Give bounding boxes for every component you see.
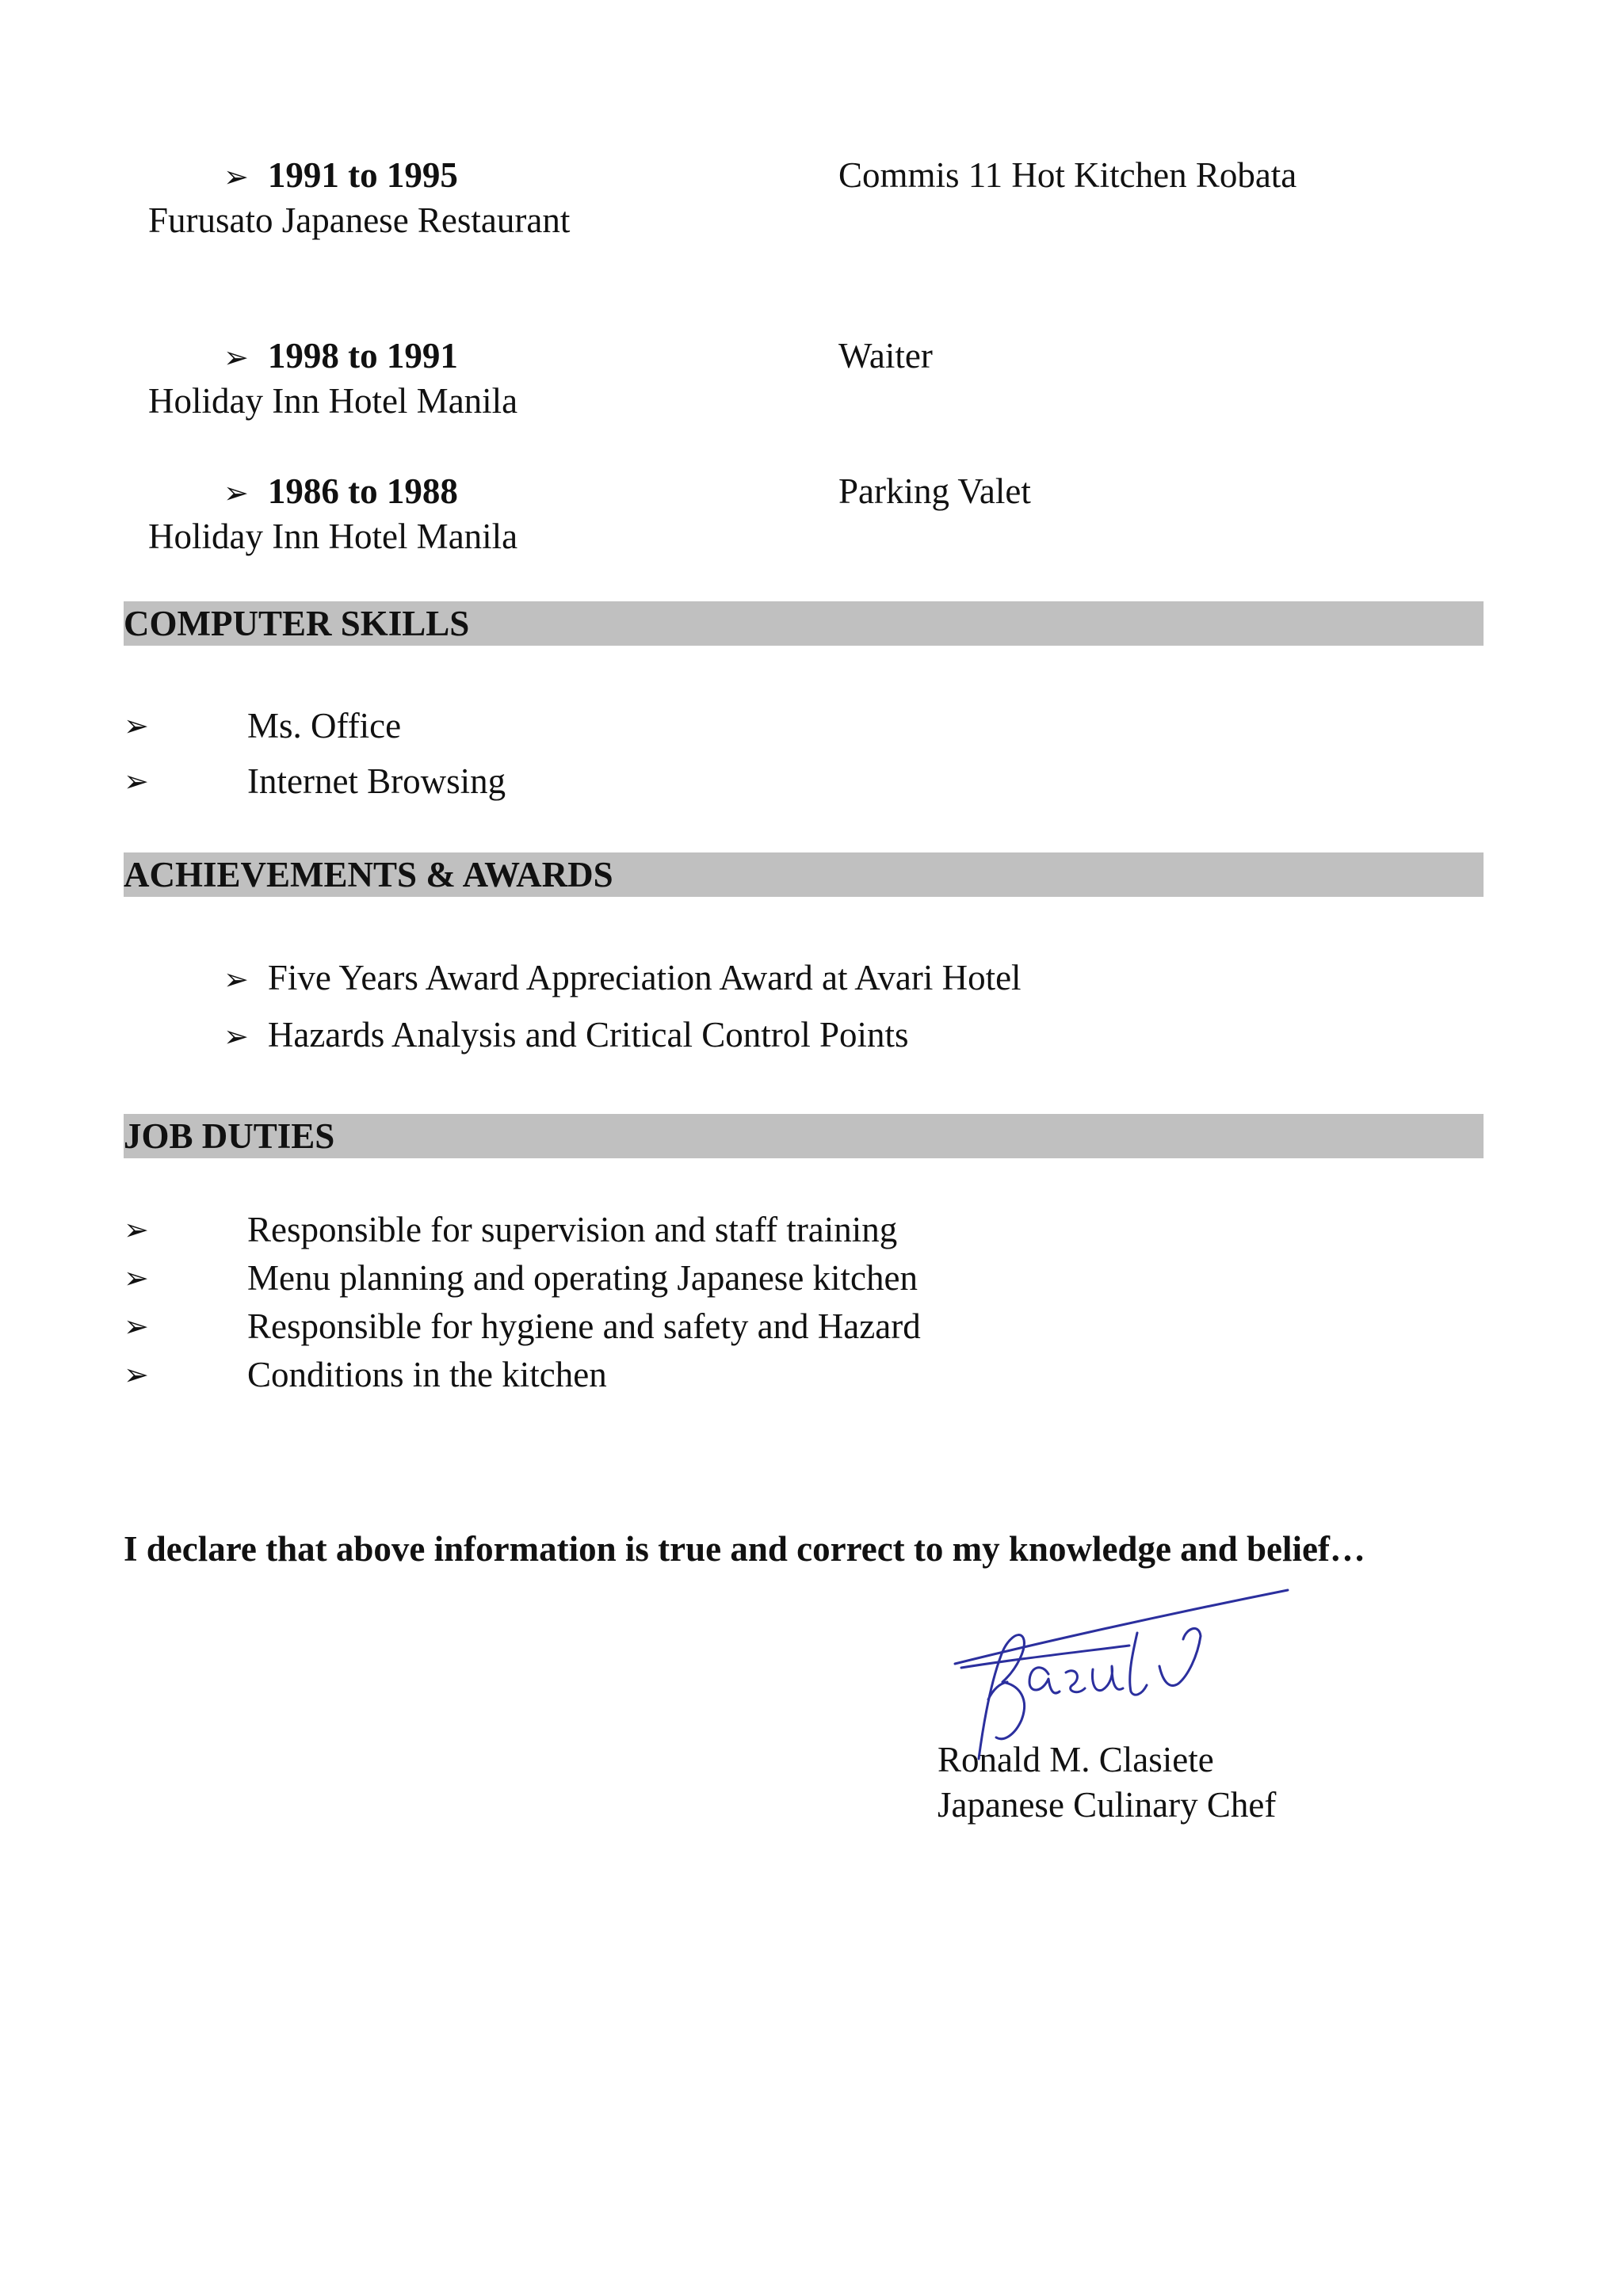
section-heading: ACHIEVEMENTS & AWARDS: [124, 855, 613, 894]
section-heading: JOB DUTIES: [124, 1116, 335, 1156]
declaration-statement: I declare that above information is true and correct to my knowledge and belief…: [124, 1529, 1365, 1569]
arrowhead-bullet-icon: ➢: [223, 159, 249, 194]
experience-3-role: Parking Valet: [838, 471, 1031, 511]
computer-skills-header: [124, 601, 1484, 646]
signatory-title: Japanese Culinary Chef: [938, 1785, 1277, 1825]
arrowhead-bullet-icon: ➢: [124, 1261, 149, 1295]
signatory-name: Ronald M. Clasiete: [938, 1740, 1214, 1779]
experience-1-role: Commis 11 Hot Kitchen Robata: [838, 155, 1297, 195]
list-item: ➢ Hazards Analysis and Critical Control Points: [223, 1006, 1022, 1063]
arrowhead-bullet-icon: ➢: [223, 962, 249, 997]
experience-3-years: ➢ 1986 to 1988: [223, 471, 458, 511]
experience-2-company: Holiday Inn Hotel Manila: [148, 381, 518, 421]
arrowhead-bullet-icon: ➢: [124, 1309, 149, 1344]
arrowhead-bullet-icon: ➢: [223, 475, 249, 510]
handwritten-signature: [947, 1581, 1296, 1763]
arrowhead-bullet-icon: ➢: [124, 708, 149, 743]
arrowhead-bullet-icon: ➢: [223, 1019, 249, 1054]
resume-page: ➢ 1991 to 1995 Commis 11 Hot Kitchen Robata Furusato Japanese Restaurant ➢ 1998 to 1991 Waiter Holiday Inn Hotel Manila ➢ 1986 to 1988 Parking Valet Holiday Inn Hotel Manila COMPUTER SKILLS ➢ Ms. Office ➢ Internet Browsing ACHIEVEMENTS & AWARDS ➢ Five Years Award Appreciation Award at Avari Hotel ➢ Hazards Analysis and Critical Control Points JOB DUTIES ➢ Responsible for supervision and staff training ➢ Menu planning and operating Japanese kitchen ➢ Responsible for hygiene and safety and Hazard ➢ Conditions in the kitchen I declare that above information is true and correct to my knowledge and belief… Ronald M. Clasiete Japanese Culinary Chef: [0, 0, 1623, 2296]
experience-1-company: Furusato Japanese Restaurant: [148, 200, 571, 240]
arrowhead-bullet-icon: ➢: [223, 340, 249, 375]
experience-1-years: ➢ 1991 to 1995: [223, 155, 458, 195]
achievements-list: [223, 949, 1022, 1063]
arrowhead-bullet-icon: ➢: [124, 1357, 149, 1392]
experience-2-years: ➢ 1998 to 1991: [223, 336, 458, 376]
experience-2-role: Waiter: [838, 336, 933, 376]
experience-3-company: Holiday Inn Hotel Manila: [148, 517, 518, 556]
list-item: ➢ Five Years Award Appreciation Award at Avari Hotel: [223, 949, 1022, 1006]
job-duties-header: [124, 1114, 1484, 1158]
achievements-header: [124, 852, 1484, 897]
arrowhead-bullet-icon: ➢: [124, 764, 149, 799]
arrowhead-bullet-icon: ➢: [124, 1212, 149, 1247]
section-heading: COMPUTER SKILLS: [124, 604, 470, 643]
